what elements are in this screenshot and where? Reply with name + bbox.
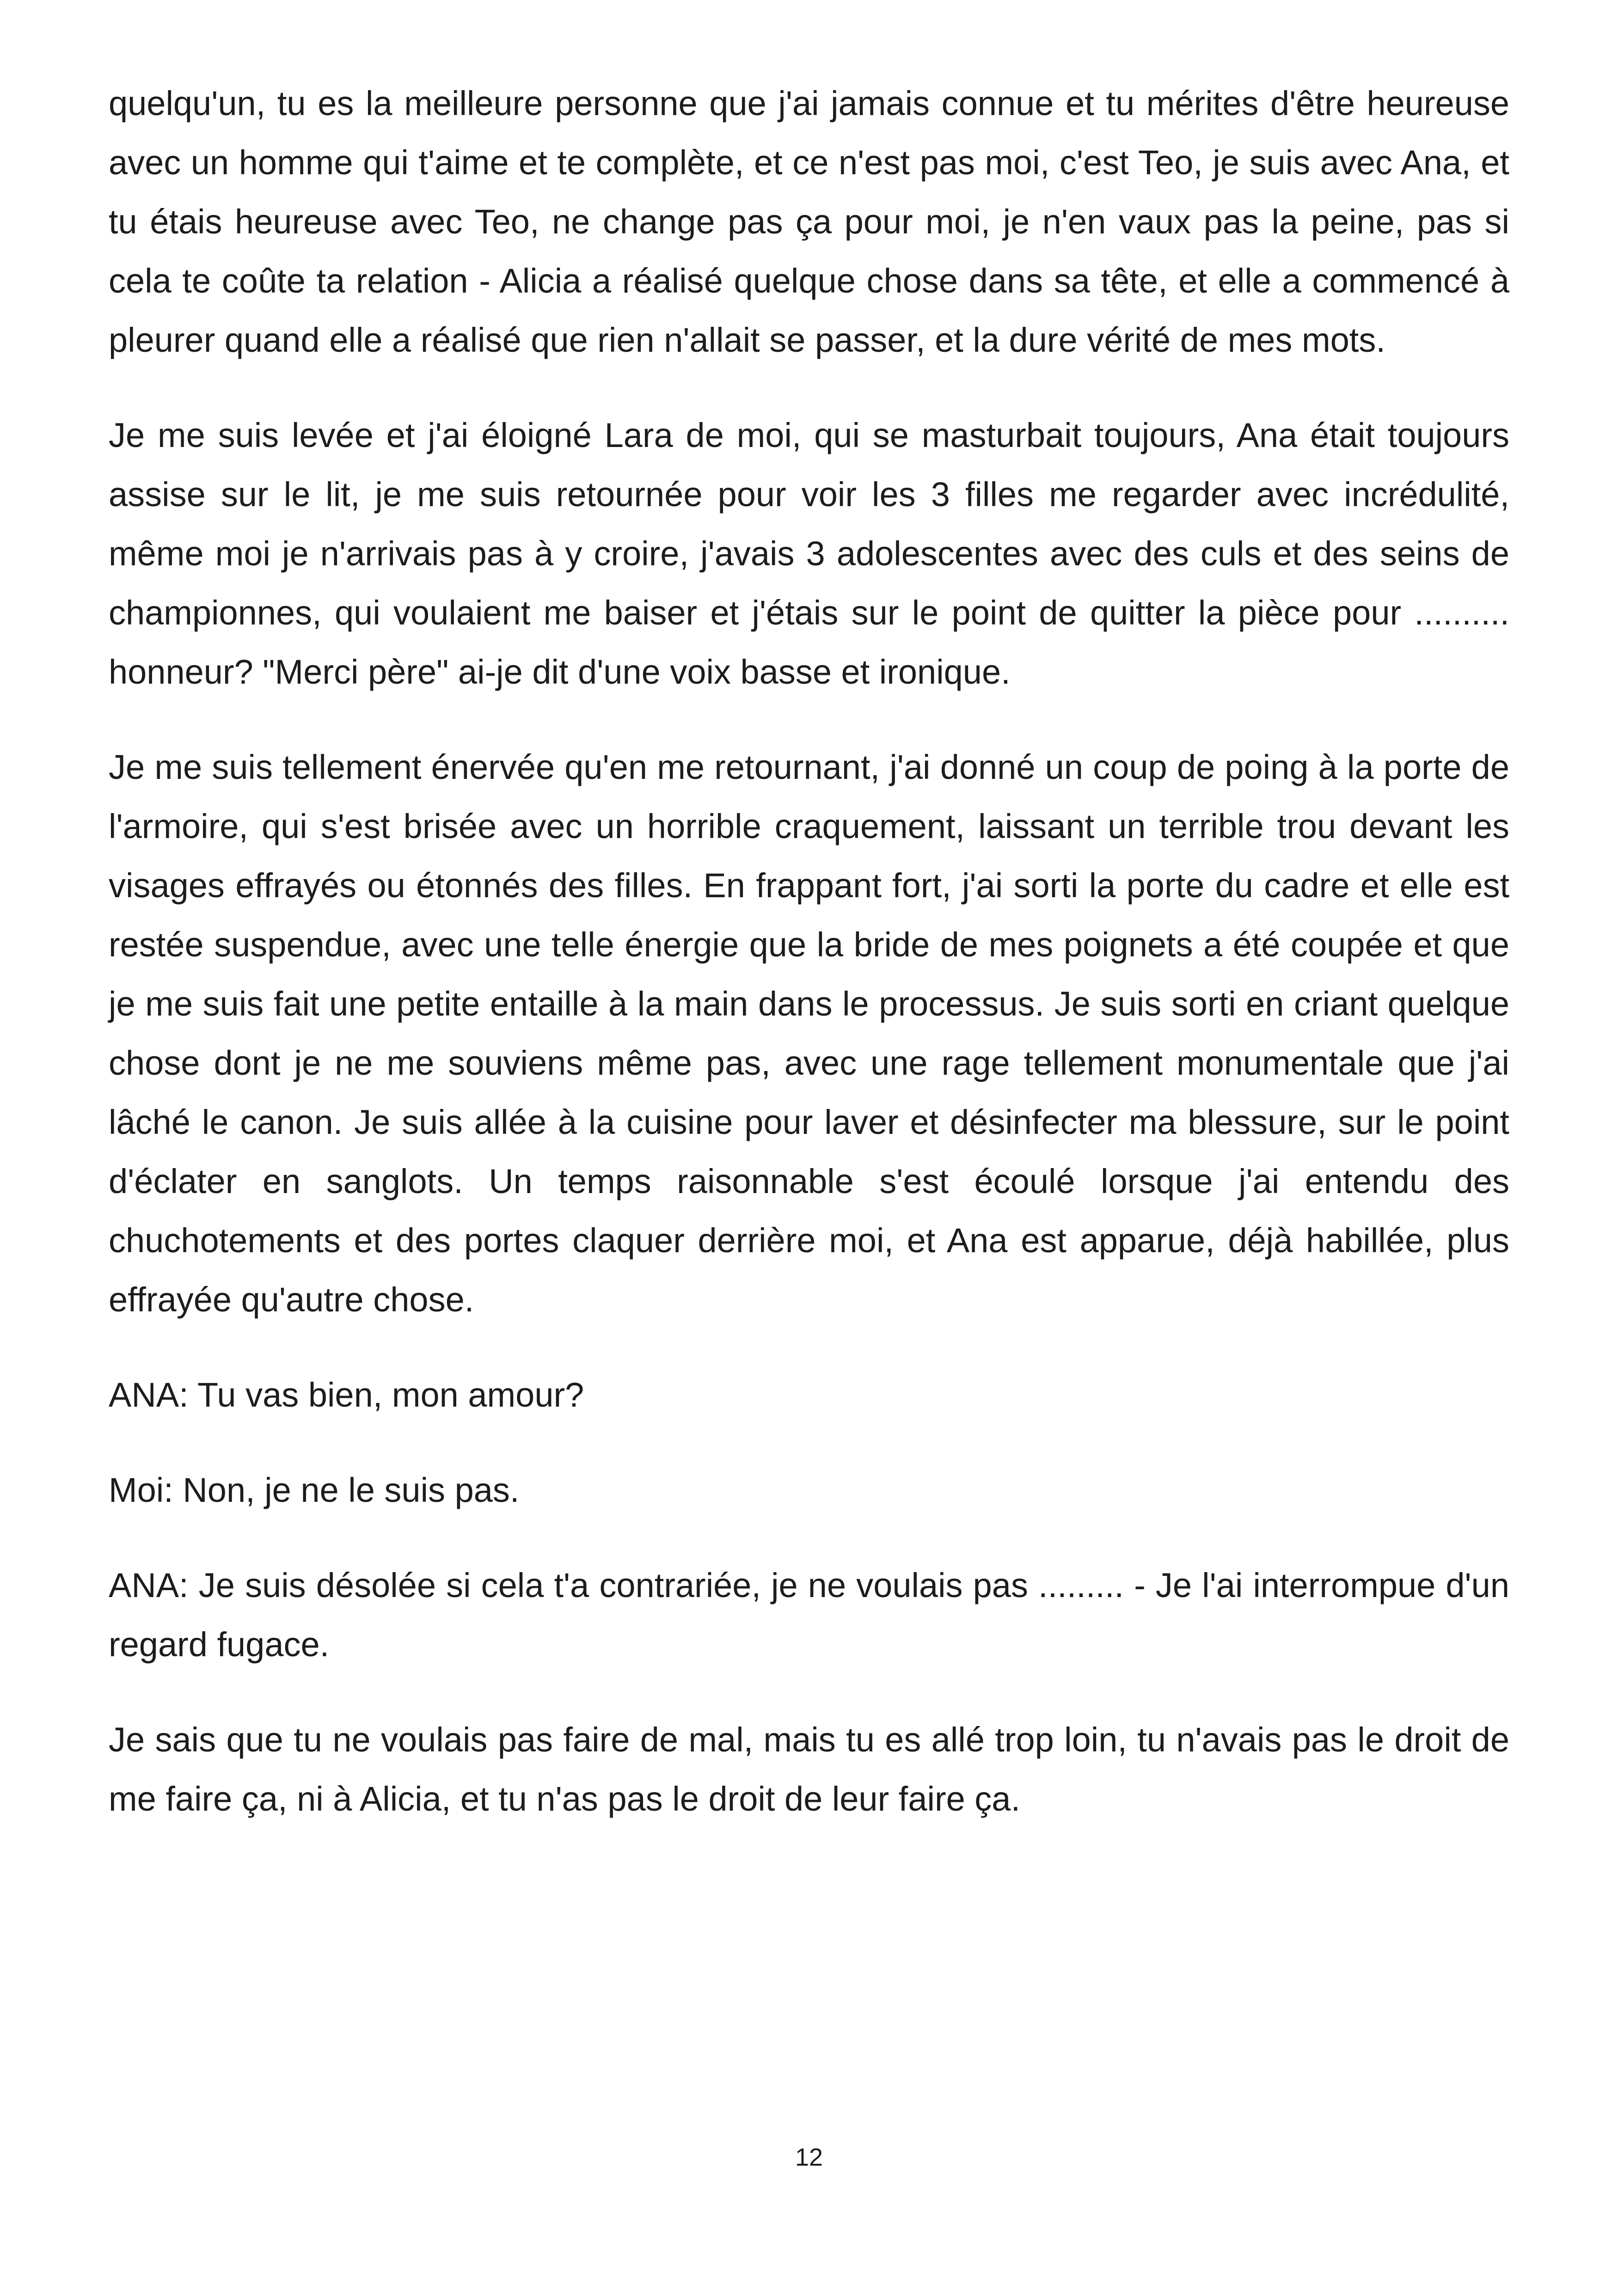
page-number: 12 — [795, 2143, 823, 2171]
body-text — [109, 74, 1509, 1865]
paragraph-final: Je sais que tu ne voulais pas faire de mal, mais tu es allé trop loin, tu n'avais pas le droit de me faire ça, ni à Alicia, et tu n'as pas le droit de leur faire ça. — [109, 1720, 1509, 1818]
paragraph-2: Je me suis levée et j'ai éloigné Lara de moi, qui se masturbait toujours, Ana était toujours assise sur le lit, je me suis retournée pour voir les 3 filles me regarder avec incrédulité, même moi je n'arrivais pas à y croire, j'avais 3 adolescentes avec des culs et des seins de championnes, qui voulaient me baiser et j'étais sur le point de quitter la pièce pour .......... honneur? "Merci père" ai-je dit d'une voix basse et ironique. — [109, 416, 1509, 691]
dialogue-ana-1: ANA: Tu vas bien, mon amour? — [109, 1376, 584, 1414]
dialogue-ana-2: ANA: Je suis désolée si cela t'a contrariée, je ne voulais pas ......... - Je l'ai interrompue d'un regard fugace. — [109, 1566, 1509, 1664]
dialogue-moi: Moi: Non, je ne le suis pas. — [109, 1471, 520, 1509]
paragraph-3: Je me suis tellement énervée qu'en me retournant, j'ai donné un coup de poing à la porte de l'armoire, qui s'est brisée avec un horrible craquement, laissant un terrible trou devant les visages effrayés ou étonnés des filles. En frappant fort, j'ai sorti la porte du cadre et elle est restée suspendue, avec une telle énergie que la bride de mes poignets a été coupée et que je me suis fait une petite entaille à la main dans le processus. Je suis sorti en criant quelque chose dont je ne me souviens même pas, avec une rage tellement monumentale que j'ai lâché le canon. Je suis allée à la cuisine pour laver et désinfecter ma blessure, sur le point d'éclater en sanglots. Un temps raisonnable s'est écoulé lorsque j'ai entendu des chuchotements et des portes claquer derrière moi, et Ana est apparue, déjà habillée, plus effrayée qu'autre chose. — [109, 748, 1509, 1319]
paragraph-1: quelqu'un, tu es la meilleure personne que j'ai jamais connue et tu mérites d'être heureuse avec un homme qui t'aime et te complète, et ce n'est pas moi, c'est Teo, je suis avec Ana, et tu étais heureuse avec Teo, ne change pas ça pour moi, je n'en vaux pas la peine, pas si cela te coûte ta relation - Alicia a réalisé quelque chose dans sa tête, et elle a commencé à pleurer quand elle a réalisé que rien n'allait se passer, et la dure vérité de mes mots. — [109, 84, 1509, 359]
